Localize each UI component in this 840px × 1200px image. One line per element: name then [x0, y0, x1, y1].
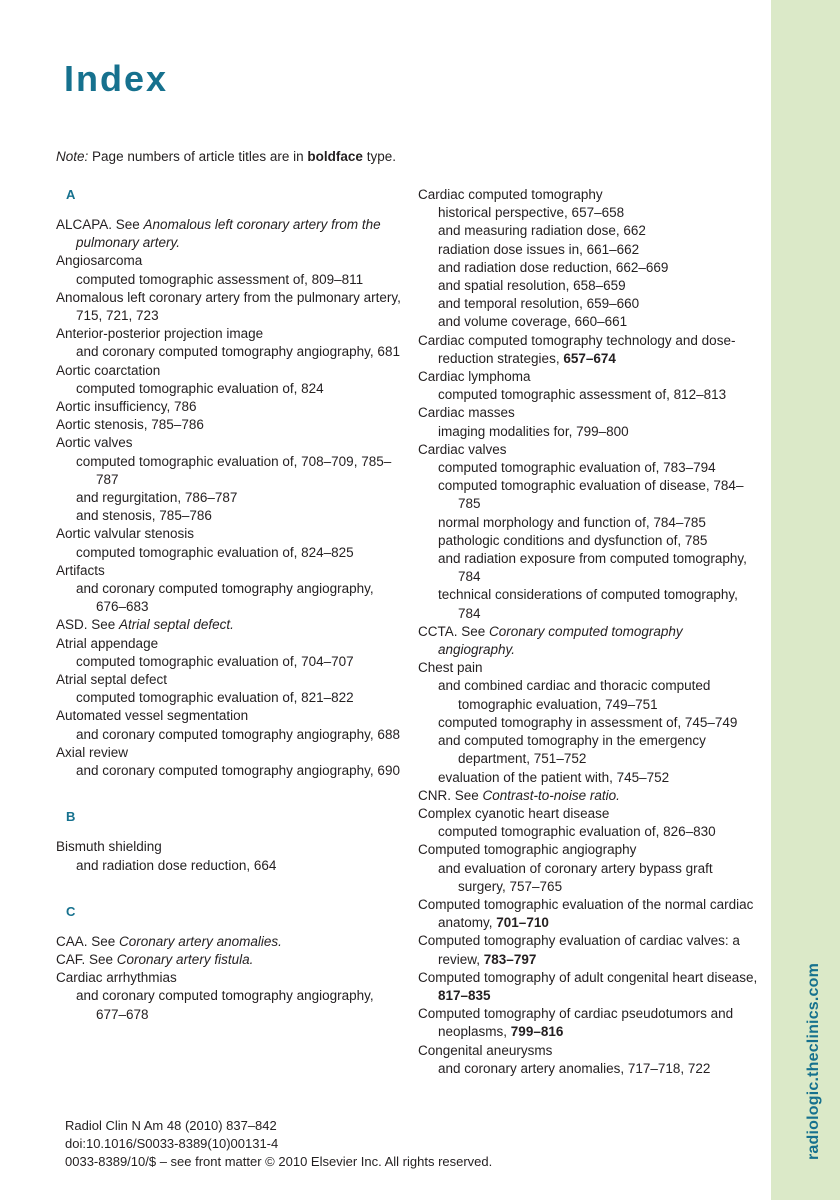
entry-text: computed tomographic assessment of, 809–811	[76, 271, 364, 287]
index-entry	[418, 932, 763, 968]
index-entry	[418, 805, 763, 823]
index-subentry	[418, 277, 763, 295]
index-entry	[56, 216, 401, 252]
index-subentry	[56, 726, 401, 744]
index-entry	[56, 289, 401, 325]
index-entry	[418, 368, 763, 386]
index-subentry	[56, 689, 401, 707]
entry-text: computed tomographic evaluation of, 826–830	[438, 824, 716, 840]
entry-text: computed tomographic evaluation of, 708–709, 785–787	[76, 453, 392, 487]
index-entry	[56, 325, 401, 343]
entry-text: Congenital aneurysms	[418, 1042, 553, 1058]
entry-text: Aortic insufficiency, 786	[56, 399, 197, 415]
index-subentry	[418, 222, 763, 240]
entry-text: and radiation dose reduction, 664	[76, 857, 277, 873]
entry-text: Aortic coarctation	[56, 362, 161, 378]
page-title: Index	[64, 58, 169, 99]
entry-text: CAA. See	[56, 933, 120, 949]
entry-text: Artifacts	[56, 562, 105, 578]
section-letter: B	[66, 809, 76, 825]
index-entry	[418, 1005, 763, 1041]
index-subentry	[418, 823, 763, 841]
article-page-range: 701–710	[496, 915, 549, 931]
index-entry	[418, 787, 763, 805]
entry-text: imaging modalities for, 799–800	[438, 423, 629, 439]
entry-text: and volume coverage, 660–661	[438, 314, 628, 330]
note-label: Note:	[56, 149, 89, 164]
cross-reference: Anomalous left coronary artery from the pulmonary artery.	[76, 217, 381, 251]
index-entry	[56, 635, 401, 653]
index-subentry	[418, 1060, 763, 1078]
entry-text: evaluation of the patient with, 745–752	[438, 769, 670, 785]
entry-text: Bismuth shielding	[56, 839, 162, 855]
entry-text: and coronary computed tomography angiography, 676–683	[76, 581, 374, 615]
entry-text: Aortic stenosis, 785–786	[56, 417, 204, 433]
index-entry	[56, 744, 401, 762]
entry-text: Complex cyanotic heart disease	[418, 805, 610, 821]
entry-text: radiation dose issues in, 661–662	[438, 241, 640, 257]
article-page-range: 817–835	[438, 987, 491, 1003]
section-letter: C	[66, 903, 76, 919]
cross-reference: Contrast-to-noise ratio.	[482, 787, 620, 803]
entry-text: CAF. See	[56, 951, 117, 967]
index-entry	[418, 896, 763, 932]
index-entry	[418, 969, 763, 1005]
index-entry	[56, 969, 401, 987]
entry-text: computed tomographic evaluation of, 704–707	[76, 653, 354, 669]
index-entry	[418, 623, 763, 659]
index-entry	[56, 252, 401, 270]
index-subentry	[56, 380, 401, 398]
entry-text: Atrial appendage	[56, 635, 159, 651]
index-entry	[56, 933, 401, 951]
entry-text: computed tomography in assessment of, 745–749	[438, 714, 738, 730]
citation-line: Radiol Clin N Am 48 (2010) 837–842	[65, 1118, 277, 1133]
entry-text: Automated vessel segmentation	[56, 708, 249, 724]
entry-text: and coronary computed tomography angiography, 690	[76, 763, 400, 779]
index-subentry	[418, 459, 763, 477]
entry-text: ALCAPA. See	[56, 217, 144, 232]
entry-text: Computed tomographic evaluation of the normal cardiac anatomy,	[418, 896, 754, 931]
index-subentry	[418, 386, 763, 404]
index-entry	[56, 562, 401, 580]
index-subentry	[56, 489, 401, 507]
entry-text: computed tomographic assessment of, 812–813	[438, 387, 727, 403]
entry-text: and regurgitation, 786–787	[76, 490, 238, 506]
index-subentry	[56, 453, 401, 489]
index-entry	[418, 441, 763, 459]
entry-text: Chest pain	[418, 660, 483, 676]
entry-text: Cardiac computed tomography	[418, 187, 603, 202]
entry-text: Computed tomographic angiography	[418, 842, 637, 858]
citation-footer	[65, 1117, 492, 1171]
entry-text: and evaluation of coronary artery bypass graft surgery, 757–765	[438, 860, 713, 894]
index-subentry	[418, 586, 763, 622]
index-subentry	[56, 653, 401, 671]
entry-text: computed tomographic evaluation of disease, 784–785	[438, 478, 744, 512]
entry-text: Computed tomography evaluation of cardiac valves: a review,	[418, 933, 740, 967]
article-page-range: 799–816	[510, 1024, 564, 1040]
entry-text: and radiation dose reduction, 662–669	[438, 259, 669, 275]
index-entry	[56, 671, 401, 689]
index-subentry	[418, 204, 763, 222]
index-entry	[56, 525, 401, 543]
index-subentry	[418, 677, 763, 713]
index-note	[56, 149, 396, 164]
index-subentry	[418, 259, 763, 277]
index-subentry	[56, 762, 401, 780]
entry-text: Aortic valves	[56, 435, 133, 451]
entry-text: Anterior-posterior projection image	[56, 326, 264, 342]
entry-text: pathologic conditions and dysfunction of, 785	[438, 532, 708, 548]
entry-text: Cardiac computed tomography technology and dose-reduction strategies,	[418, 332, 736, 366]
index-entry	[56, 951, 401, 969]
entry-text: computed tomographic evaluation of, 824–825	[76, 544, 354, 560]
index-subentry	[418, 241, 763, 259]
entry-text: Cardiac lymphoma	[418, 369, 531, 385]
entry-text: and coronary computed tomography angiography, 677–678	[76, 988, 374, 1022]
index-subentry	[418, 295, 763, 313]
index-entry	[418, 1042, 763, 1060]
index-subentry	[56, 580, 401, 616]
section-letter: A	[66, 187, 76, 202]
entry-text: Atrial septal defect	[56, 672, 168, 688]
entry-text: CCTA. See	[418, 623, 490, 639]
index-entry	[56, 362, 401, 380]
entry-text: and stenosis, 785–786	[76, 508, 212, 524]
index-entry	[418, 186, 763, 204]
entry-text: historical perspective, 657–658	[438, 205, 625, 221]
index-subentry	[418, 477, 763, 513]
note-text-before: Page numbers of article titles are in	[92, 149, 304, 164]
index-subentry	[418, 423, 763, 441]
entry-text: Computed tomography of cardiac pseudotumors and neoplasms,	[418, 1006, 734, 1040]
entry-text: Aortic valvular stenosis	[56, 526, 195, 542]
index-entry	[56, 616, 401, 634]
entry-text: computed tomographic evaluation of, 824	[76, 380, 324, 396]
journal-url[interactable]: radiologic.theclinics.com	[805, 962, 822, 1160]
cross-reference: Atrial septal defect.	[119, 617, 234, 633]
entry-text: Axial review	[56, 744, 129, 760]
entry-text: and measuring radiation dose, 662	[438, 223, 646, 239]
index-subentry	[418, 732, 763, 768]
index-subentry	[418, 532, 763, 550]
index-subentry	[56, 507, 401, 525]
copyright-line: 0033-8389/10/$ – see front matter © 2010 Elsevier Inc. All rights reserved.	[65, 1154, 493, 1169]
note-bold-word: boldface	[307, 149, 363, 164]
entry-text: CNR. See	[418, 787, 483, 803]
index-subentry	[418, 860, 763, 896]
note-text-after: type.	[366, 149, 396, 164]
entry-text: Cardiac masses	[418, 405, 515, 421]
index-subentry	[418, 714, 763, 732]
entry-text: technical considerations of computed tomography, 784	[438, 587, 738, 621]
entry-text: computed tomographic evaluation of, 821–822	[76, 690, 354, 706]
index-entry	[418, 841, 763, 859]
cross-reference: Coronary artery fistula.	[116, 951, 254, 967]
index-subentry	[56, 544, 401, 562]
entry-text: Angiosarcoma	[56, 253, 143, 269]
entry-text: and spatial resolution, 658–659	[438, 278, 626, 294]
index-subentry	[418, 550, 763, 586]
entry-text: and temporal resolution, 659–660	[438, 296, 640, 312]
cross-reference: Coronary artery anomalies.	[119, 933, 282, 949]
entry-text: Computed tomography of adult congenital heart disease,	[418, 969, 758, 985]
index-subentry	[418, 514, 763, 532]
entry-text: computed tomographic evaluation of, 783–794	[438, 460, 716, 476]
index-entry	[418, 332, 763, 368]
index-subentry	[418, 313, 763, 331]
entry-text: and coronary computed tomography angiography, 681	[76, 344, 400, 360]
index-entry	[418, 659, 763, 677]
entry-text: normal morphology and function of, 784–785	[438, 514, 706, 530]
index-entry	[56, 707, 401, 725]
index-subentry	[56, 987, 401, 1023]
entry-text: and computed tomography in the emergency department, 751–752	[438, 733, 706, 767]
entry-text: and coronary computed tomography angiography, 688	[76, 726, 400, 742]
entry-text: Cardiac valves	[418, 441, 507, 457]
index-column-left	[56, 186, 401, 1024]
entry-text: and combined cardiac and thoracic computed tomographic evaluation, 749–751	[438, 678, 711, 712]
index-entry	[56, 416, 401, 434]
entry-text: and radiation exposure from computed tomography, 784	[438, 551, 747, 585]
entry-text: Anomalous left coronary artery from the pulmonary artery, 715, 721, 723	[56, 289, 401, 324]
index-entry	[56, 434, 401, 452]
index-subentry	[56, 271, 401, 289]
index-entry	[418, 404, 763, 422]
entry-text: and coronary artery anomalies, 717–718, 722	[438, 1060, 711, 1076]
index-subentry	[56, 857, 401, 875]
index-entry	[56, 398, 401, 416]
index-entry	[56, 838, 401, 856]
doi-line: doi:10.1016/S0033-8389(10)00131-4	[65, 1136, 279, 1151]
article-page-range: 657–674	[563, 350, 616, 366]
entry-text: ASD. See	[56, 617, 120, 633]
index-subentry	[418, 769, 763, 787]
index-subentry	[56, 343, 401, 361]
index-column-right	[418, 186, 763, 1078]
cross-reference: Coronary computed tomography angiography.	[438, 623, 683, 658]
article-page-range: 783–797	[483, 951, 537, 967]
entry-text: Cardiac arrhythmias	[56, 970, 177, 986]
